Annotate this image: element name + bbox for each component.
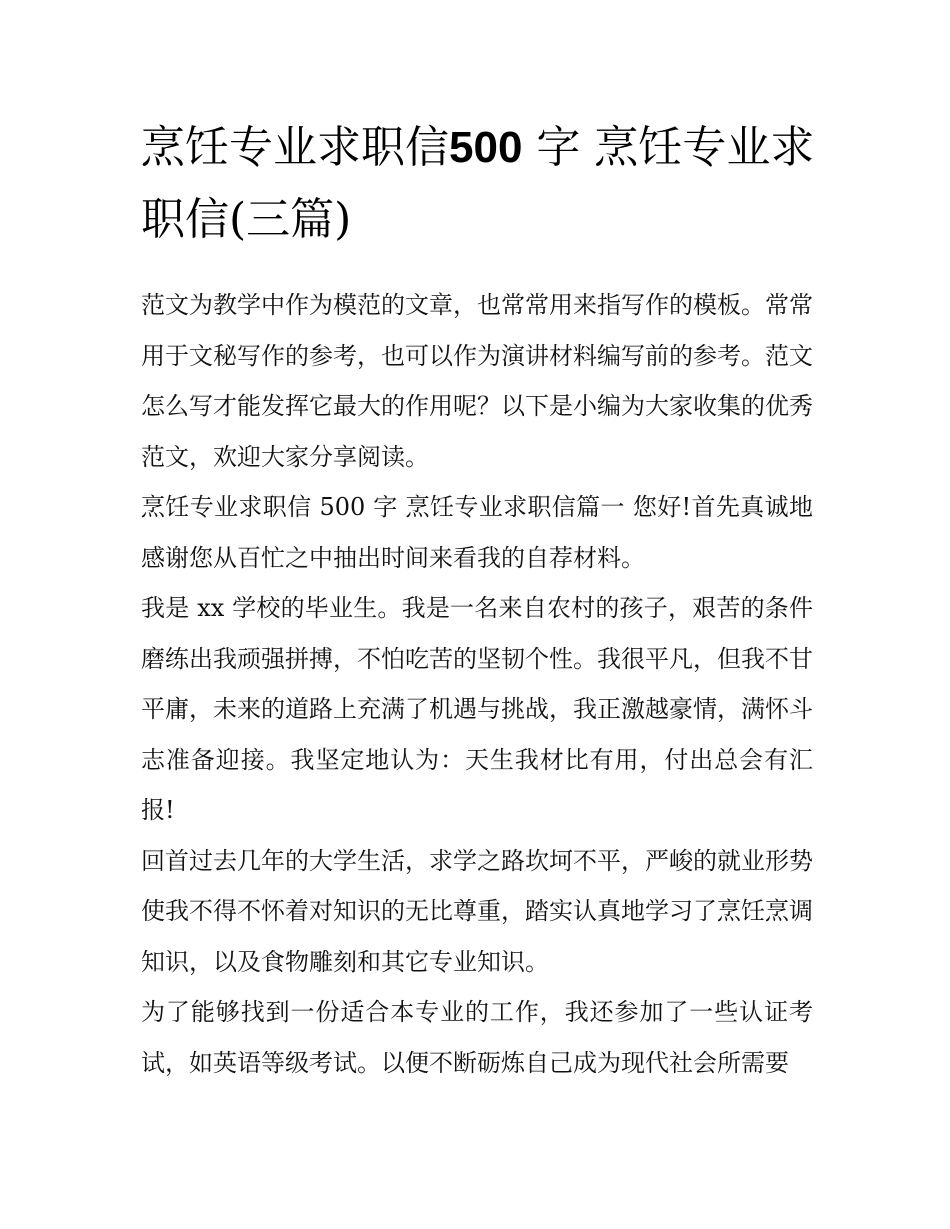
paragraph-university-life: 回首过去几年的大学生活，求学之路坎坷不平，严峻的就业形势使我不得不怀着对知识的无比尊重，踏实认真地学习了烹饪烹调知识，以及食物雕刻和其它专业知识。 <box>141 846 813 976</box>
document-title <box>141 112 821 256</box>
title-number: 500 <box>449 123 523 172</box>
paragraph-intro: 范文为教学中作为模范的文章，也常常用来指写作的模板。常常用于文秘写作的参考，也可以作为演讲材料编写前的参考。范文怎么写才能发挥它最大的作用呢？以下是小编为大家收集的优秀范文，欢迎大家分享阅读。 <box>141 291 813 471</box>
paragraph-certifications: 为了能够找到一份适合本专业的工作，我还参加了一些认证考试，如英语等级考试。以便不断砺炼自己成为现代社会所需要 <box>141 998 813 1077</box>
title-part-1: 烹饪专业求职信 <box>141 122 449 173</box>
document-body <box>141 280 813 1088</box>
title-part-2: 字 烹饪专业求职信(三篇) <box>141 122 815 245</box>
paragraph-letter-opening: 烹饪专业求职信 500 字 烹饪专业求职信篇一 您好!首先真诚地感谢您从百忙之中抽出时间来看我的自荐材料。 <box>141 493 813 572</box>
paragraph-self-introduction: 我是 xx 学校的毕业生。我是一名来自农村的孩子，艰苦的条件磨练出我顽强拼搏，不怕吃苦的坚韧个性。我很平凡，但我不甘平庸，未来的道路上充满了机遇与挑战，我正激越豪情，满怀斗志准备迎接。我坚定地认为：天生我材比有用，付出总会有汇报! <box>141 594 813 824</box>
